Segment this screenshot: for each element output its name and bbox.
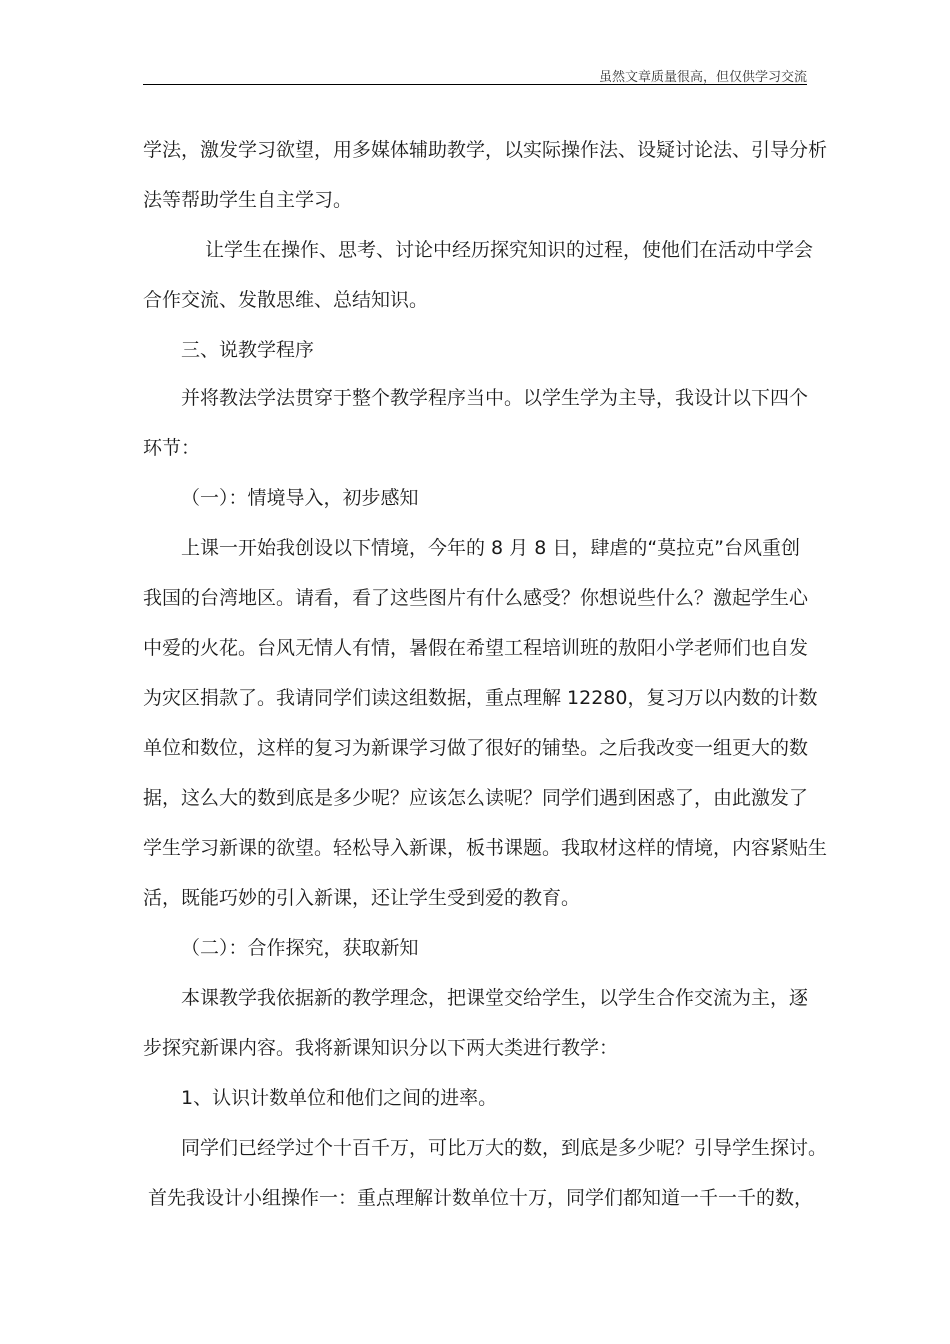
subsection-heading: （一）：情境导入，初步感知 — [181, 487, 419, 509]
paragraph-line: 学生学习新课的欲望。轻松导入新课，板书课题。我取材这样的情境，内容紧贴生 — [143, 837, 828, 859]
paragraph-line: 法等帮助学生自主学习。 — [143, 189, 353, 211]
paragraph-line: 并将教法学法贯穿于整个教学程序当中。以学生学为主导，我设计以下四个 — [181, 387, 809, 409]
paragraph-line: 上课一开始我创设以下情境，今年的 8 月 8 日，肆虐的“莫拉克”台风重创 — [181, 537, 801, 559]
subsection-heading: （二）：合作探究，获取新知 — [181, 937, 419, 959]
paragraph-line: 中爱的火花。台风无情人有情，暑假在希望工程培训班的敖阳小学老师们也自发 — [143, 637, 809, 659]
section-heading: 三、说教学程序 — [181, 339, 315, 361]
paragraph-line: 本课教学我依据新的教学理念，把课堂交给学生，以学生合作交流为主，逐 — [181, 987, 809, 1009]
header-divider — [143, 84, 807, 85]
paragraph-line: 让学生在操作、思考、讨论中经历探究知识的过程，使他们在活动中学会 — [205, 239, 814, 261]
paragraph-line: 活，既能巧妙的引入新课，还让学生受到爱的教育。 — [143, 887, 581, 909]
list-item-heading: 1、认识计数单位和他们之间的进率。 — [181, 1087, 498, 1109]
paragraph-line: 同学们已经学过个十百千万，可比万大的数，到底是多少呢？引导学生探讨。 — [181, 1137, 828, 1159]
paragraph-line: 据，这么大的数到底是多少呢？应该怎么读呢？同学们遇到困惑了，由此激发了 — [143, 787, 809, 809]
page-header-text: 虽然文章质量很高，但仅供学习交流 — [598, 70, 807, 85]
paragraph-line: 单位和数位，这样的复习为新课学习做了很好的铺垫。之后我改变一组更大的数 — [143, 737, 809, 759]
paragraph-line: 首先我设计小组操作一：重点理解计数单位十万，同学们都知道一千一千的数， — [148, 1187, 814, 1209]
paragraph-line: 环节： — [143, 437, 201, 459]
paragraph-line: 步探究新课内容。我将新课知识分以下两大类进行教学： — [143, 1037, 619, 1059]
paragraph-line: 学法，激发学习欲望，用多媒体辅助教学，以实际操作法、设疑讨论法、引导分析 — [143, 139, 828, 161]
paragraph-line: 合作交流、发散思维、总结知识。 — [143, 289, 429, 311]
paragraph-line: 为灾区捐款了。我请同学们读这组数据，重点理解 12280，复习万以内数的计数 — [143, 687, 818, 709]
paragraph-line: 我国的台湾地区。请看，看了这些图片有什么感受？你想说些什么？激起学生心 — [143, 587, 809, 609]
